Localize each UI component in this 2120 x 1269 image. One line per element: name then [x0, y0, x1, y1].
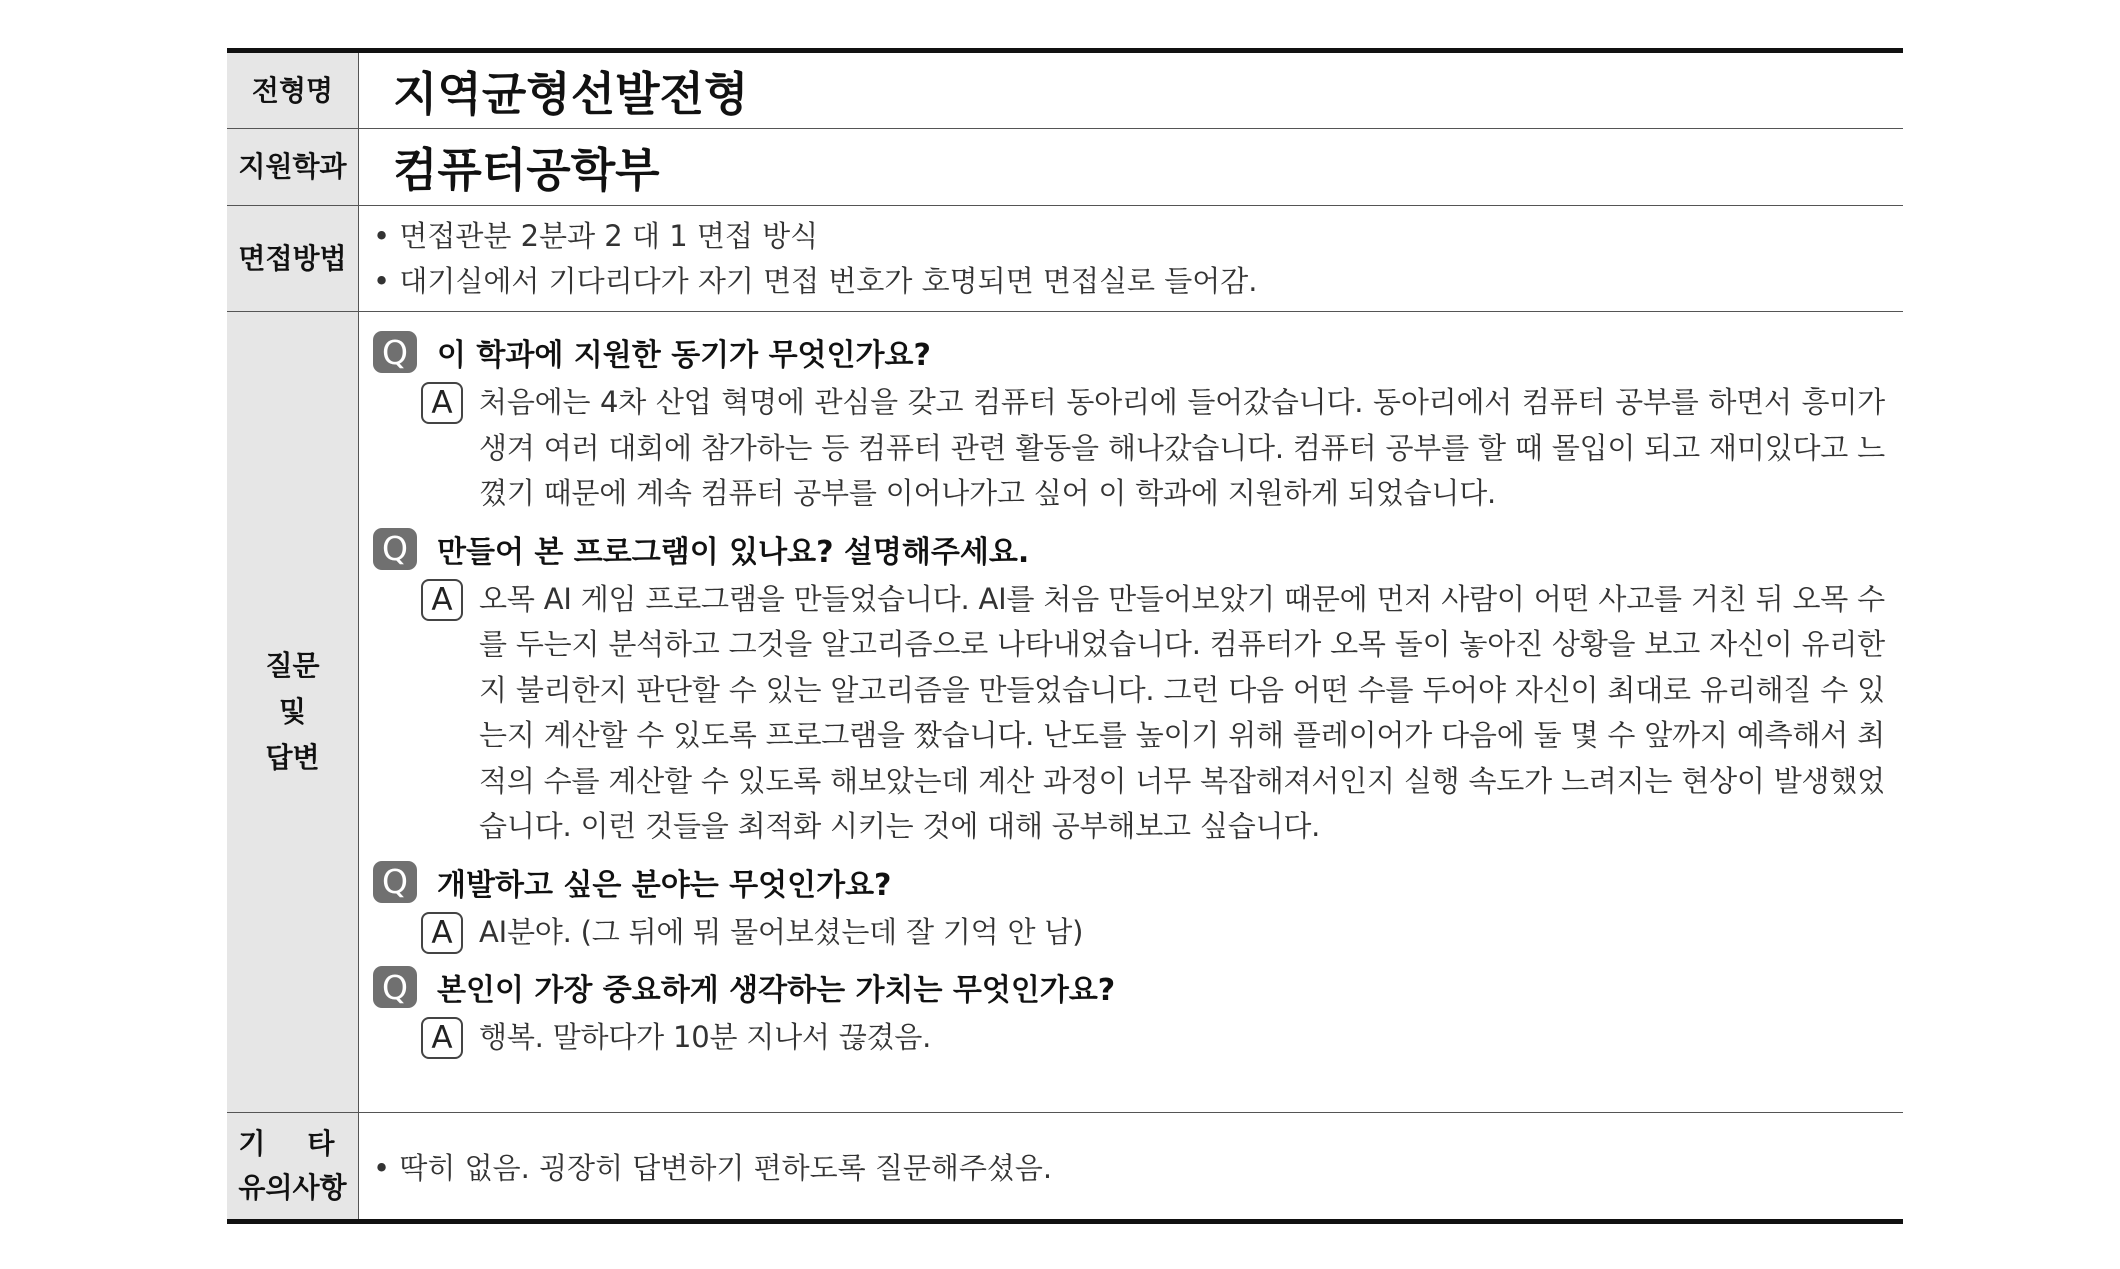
question-text: 개발하고 싶은 분야는 무엇인가요? — [437, 867, 892, 903]
admission-type-value: 지역균형선발전형 — [393, 66, 749, 121]
label-admission-type: 전형명 — [227, 53, 359, 128]
answer-4 — [421, 1015, 1885, 1061]
question-text: 본인이 가장 중요하게 생각하는 가치는 무엇인가요? — [437, 973, 1116, 1008]
row-admission-type — [227, 53, 1903, 129]
question-1 — [373, 324, 1885, 380]
q-badge-icon: Q — [373, 528, 417, 570]
a-badge-icon: A — [421, 1017, 463, 1059]
question-2 — [373, 521, 1885, 577]
interview-method-item: • 면접관분 2분과 2 대 1 면접 방식 — [373, 218, 819, 253]
answer-1 — [421, 380, 1885, 517]
answer-text: 행복. 말하다가 10분 지나서 끊겼음. — [479, 1020, 932, 1054]
label-interview-method: 면접방법 — [227, 206, 359, 311]
label-etc-word: 기 — [238, 1127, 266, 1160]
q-badge-icon: Q — [373, 331, 417, 373]
label-qa-line: 답변 — [265, 741, 320, 774]
label-etc-word: 유의사항 — [238, 1171, 347, 1204]
label-questions-answers — [227, 312, 359, 1112]
answer-text: 처음에는 4차 산업 혁명에 관심을 갖고 컴퓨터 동아리에 들어갔습니다. 동아리에서 컴퓨터 공부를 하면서 흥미가 생겨 여러 대회에 참가하는 등 컴퓨터 관련 활동을 해나갔습니다. 컴퓨터 공부를 할 때 몰입이 되고 재미있다고 느꼈기 때문에 계속 컴퓨터 공부를 이어나가고 싶어 이 학과에 지원하게 되었습니다. — [479, 385, 1885, 510]
answer-text: 오목 AI 게임 프로그램을 만들었습니다. AI를 처음 만들어보았기 때문에 먼저 사람이 어떤 사고를 거친 뒤 오목 수를 두는지 분석하고 그것을 알고리즘으로 나타내었습니다. 컴퓨터가 오목 돌이 놓아진 상황을 보고 자신이 유리한지 불리한지 판단할 수 있는 알고리즘을 만들었습니다. 그런 다음 어떤 수를 두어야 자신이 최대로 유리해질 수 있는지 계산할 수 있도록 프로그램을 짰습니다. 난도를 높이기 위해 플레이어가 다음에 둘 몇 수 앞까지 예측해서 최적의 수를 계산할 수 있도록 해보았는데 계산 과정이 너무 복잡해져서인지 실행 속도가 느려지는 현상이 발생했었습니다. 이런 것들을 최적화 시키는 것에 대해 공부해보고 싶습니다. — [479, 581, 1885, 843]
row-questions-answers — [227, 312, 1903, 1113]
q-badge-icon: Q — [373, 966, 417, 1008]
question-text: 만들어 본 프로그램이 있나요? 설명해주세요. — [437, 534, 1030, 570]
label-etc-word: 타 — [307, 1127, 335, 1160]
question-3 — [373, 854, 1885, 910]
answer-2 — [421, 577, 1885, 850]
label-qa-line: 및 — [278, 695, 307, 728]
answer-text: AI분야. (그 뒤에 뭐 물어보셨는데 잘 기억 안 남) — [479, 914, 1084, 949]
a-badge-icon: A — [421, 912, 463, 954]
row-other-notes — [227, 1113, 1903, 1219]
label-department: 지원학과 — [227, 129, 359, 205]
label-qa-line: 질문 — [265, 649, 320, 682]
question-4 — [373, 959, 1885, 1015]
interview-report-table — [227, 48, 1903, 1224]
question-text: 이 학과에 지원한 동기가 무엇인가요? — [437, 338, 931, 373]
qa-list — [373, 312, 1885, 1061]
other-notes-text: • 딱히 없음. 굉장히 답변하기 편하도록 질문해주셨음. — [373, 1150, 1053, 1185]
row-department — [227, 129, 1903, 206]
interview-method-list — [373, 206, 1885, 311]
a-badge-icon: A — [421, 382, 463, 424]
interview-method-item: • 대기실에서 기다리다가 자기 면접 번호가 호명되면 면접실로 들어감. — [373, 263, 1258, 298]
row-interview-method — [227, 206, 1903, 312]
a-badge-icon: A — [421, 579, 463, 621]
label-other-notes — [227, 1113, 359, 1219]
q-badge-icon: Q — [373, 861, 417, 903]
answer-3 — [421, 910, 1885, 956]
department-value: 컴퓨터공학부 — [393, 143, 660, 197]
